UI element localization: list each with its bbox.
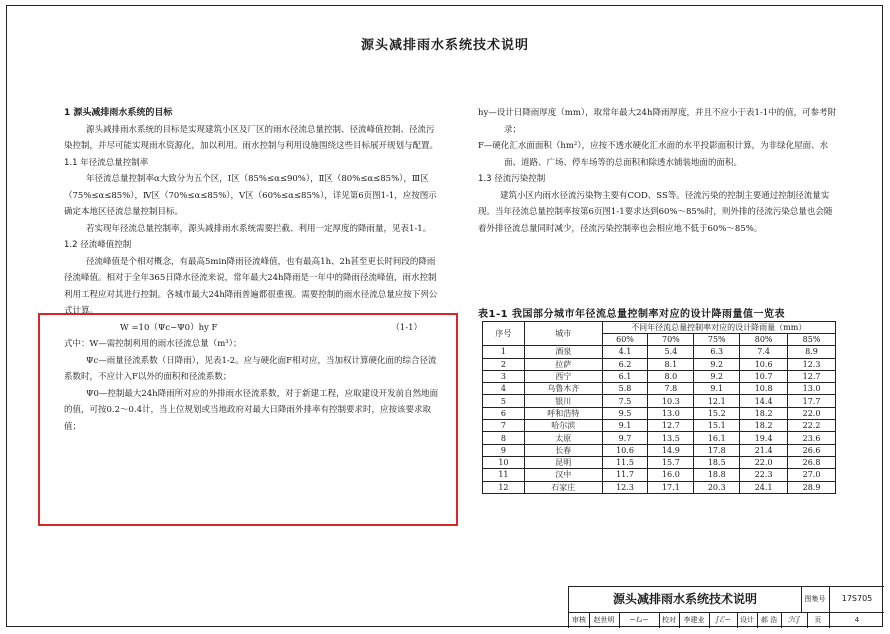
section-1-1-paragraph-2: 若实现年径流总量控制率，源头减排雨水系统需要拦截、利用一定厚度的降雨量，见表1-1。	[86, 223, 432, 234]
cell-value: 12.3	[788, 358, 836, 370]
cell-city: 拉萨	[524, 358, 602, 370]
cell-city: 西宁	[524, 370, 602, 382]
reviewer-name: 赵世明	[593, 616, 615, 624]
cell-value: 15.7	[648, 456, 694, 468]
page-number: 4	[854, 616, 860, 624]
cell-value: 8.9	[788, 346, 836, 358]
where-w: 式中：W—需控制利用的雨水径流总量（m³）；	[64, 339, 242, 349]
section-1-1-heading: 1.1 年径流总量控制率	[64, 157, 149, 168]
cell-value: 14.4	[740, 395, 788, 407]
cell-value: 13.0	[648, 407, 694, 419]
section-1-2-paragraph: 径流峰值是个相对概念，有最高5min降雨径流峰值，也有最高1h、2h甚至更长时间段的降雨径流峰值。相对于全年365日降水径流来说，常年最大24h降雨是一年中的降雨径流峰值，雨水控制利用工程应对其进行控制。各城市最大24h降雨普遍都很重视。需要控制的雨水径流总量应按下列公式计算。	[64, 256, 438, 316]
cell-value: 20.3	[694, 481, 740, 493]
cell-value: 6.3	[694, 346, 740, 358]
cell-value: 7.8	[648, 383, 694, 395]
table-row	[483, 432, 836, 444]
cell-value: 12.3	[602, 481, 648, 493]
section-1-1-paragraph-1: 年径流总量控制率α大致分为五个区，Ⅰ区（85%≤α≤90%），Ⅱ区（80%≤α≤85%），Ⅲ区（75%≤α≤85%），Ⅳ区（70%≤α≤85%），Ⅴ区（60%≤α≤85%），详见第6页图1-1，应按图示确定本地区径流总量控制目标。	[64, 174, 437, 217]
cell-value: 23.6	[788, 432, 836, 444]
page-label: 页	[814, 616, 822, 624]
highlight-box	[38, 313, 458, 526]
cell-value: 14.9	[648, 444, 694, 456]
cell-value: 9.2	[694, 358, 740, 370]
cell-value: 9.2	[694, 370, 740, 382]
cell-value: 9.1	[602, 420, 648, 432]
table-row	[483, 346, 836, 358]
table-row	[483, 444, 836, 456]
cell-no: 9	[483, 444, 525, 456]
section-1-3-heading: 1.3 径流污染控制	[478, 174, 546, 184]
table-row	[483, 469, 836, 481]
cell-value: 22.0	[740, 456, 788, 468]
cell-value: 13.0	[788, 383, 836, 395]
section-1-3-paragraph: 建筑小区内雨水径流污染物主要有COD、SS等。径流污染的控制主要通过控制径流量实现。当年径流总量控制率按第6页图1-1要求达到60%～85%时，则外排的径流污染总量也会随着外排径流总量同时减少，径流污染控制率也会相应地不低于60%～85%。	[478, 190, 833, 234]
formula-number: （1-1）	[391, 322, 422, 333]
atlas-number: 17S705	[841, 594, 873, 603]
cell-value: 9.1	[694, 383, 740, 395]
cell-value: 10.3	[648, 395, 694, 407]
cell-city: 酒泉	[524, 346, 602, 358]
cell-value: 8.0	[648, 370, 694, 382]
cell-value: 10.6	[602, 444, 648, 456]
cell-city: 长春	[524, 444, 602, 456]
cell-value: 12.7	[648, 420, 694, 432]
where-hy: hy—设计日降雨厚度（mm），取常年最大24h降雨厚度，并且不应小于表1-1中的值，可参考附录；	[478, 108, 837, 135]
checker-name: 李建业	[683, 616, 705, 624]
design-label: 设计	[740, 616, 754, 624]
table-body	[483, 346, 836, 494]
cell-no: 1	[483, 346, 525, 358]
right-column	[478, 105, 838, 237]
table-row	[483, 395, 836, 407]
cell-value: 22.0	[788, 407, 836, 419]
cell-city: 太原	[524, 432, 602, 444]
atlas-label: 图集号	[804, 595, 826, 603]
cell-value: 22.3	[740, 469, 788, 481]
section-1-2-heading: 1.2 径流峰值控制	[64, 240, 132, 250]
checker-signature: ∫ℰ~	[715, 615, 731, 624]
col-header-city: 城市	[524, 322, 602, 346]
cell-value: 6.1	[602, 370, 648, 382]
cell-value: 17.7	[788, 395, 836, 407]
cell-no: 3	[483, 370, 525, 382]
formula: W =10（Ψc−Ψ0）hy F	[120, 322, 218, 333]
cell-value: 21.4	[740, 444, 788, 456]
rainfall-table	[482, 321, 836, 494]
cell-city: 石家庄	[524, 481, 602, 493]
table-row	[483, 456, 836, 468]
designer-signature: ℋ∫	[787, 615, 801, 624]
table-row	[483, 383, 836, 395]
title-block-name: 源头减排雨水系统技术说明	[569, 587, 802, 613]
document-title: 源头减排雨水系统技术说明	[360, 38, 529, 53]
cell-value: 12.1	[694, 395, 740, 407]
cell-no: 7	[483, 420, 525, 432]
cell-value: 13.5	[648, 432, 694, 444]
cell-value: 5.4	[648, 346, 694, 358]
where-f: F—硬化汇水面面积（hm²），应按不透水硬化汇水面的水平投影面积计算，为非绿化屋面、水面、道路、广场、停车场等的总面积和除透水铺装地面的面积。	[478, 141, 829, 168]
cell-value: 16.0	[648, 469, 694, 481]
cell-no: 6	[483, 407, 525, 419]
cell-value: 18.5	[694, 456, 740, 468]
cell-no: 8	[483, 432, 525, 444]
cell-value: 12.7	[788, 370, 836, 382]
cell-value: 17.1	[648, 481, 694, 493]
cell-value: 16.1	[694, 432, 740, 444]
cell-city: 汉中	[524, 469, 602, 481]
cell-value: 28.9	[788, 481, 836, 493]
cell-no: 5	[483, 395, 525, 407]
cell-value: 26.8	[788, 456, 836, 468]
cell-value: 7.4	[740, 346, 788, 358]
table-title: 表1-1 我国部分城市年径流总量控制率对应的设计降雨量值一览表	[478, 309, 786, 320]
cell-value: 10.7	[740, 370, 788, 382]
table-row	[483, 370, 836, 382]
table-row	[483, 420, 836, 432]
cell-city: 昆明	[524, 456, 602, 468]
table-row	[483, 407, 836, 419]
cell-value: 24.1	[740, 481, 788, 493]
col-header-rate: 85%	[788, 334, 836, 346]
cell-city: 哈尔滨	[524, 420, 602, 432]
section-1-heading: 1 源头减排雨水系统的目标	[64, 108, 173, 118]
cell-no: 11	[483, 469, 525, 481]
reviewer-signature: ~ℓ𝓈~	[629, 615, 649, 624]
cell-city: 呼和浩特	[524, 407, 602, 419]
cell-value: 27.0	[788, 469, 836, 481]
cell-value: 10.8	[740, 383, 788, 395]
cell-value: 15.1	[694, 420, 740, 432]
col-header-rate: 80%	[740, 334, 788, 346]
review-label: 审核	[572, 616, 586, 624]
check-label: 校对	[662, 616, 676, 624]
col-header-group: 不同年径流总量控制率对应的设计降雨量（mm）	[602, 322, 835, 334]
section-1-paragraph: 源头减排雨水系统的目标是实现建筑小区及厂区的雨水径流总量控制、径流峰值控制、径流污染控制，并尽可能实现雨水资源化，加以利用。雨水控制与利用设施围绕这些目标展开规划与配置。	[64, 124, 439, 151]
cell-value: 22.2	[788, 420, 836, 432]
table-row	[483, 481, 836, 493]
col-header-rate: 75%	[694, 334, 740, 346]
cell-value: 26.6	[788, 444, 836, 456]
cell-value: 4.1	[602, 346, 648, 358]
cell-value: 11.7	[602, 469, 648, 481]
cell-value: 10.6	[740, 358, 788, 370]
cell-value: 19.4	[740, 432, 788, 444]
cell-value: 9.7	[602, 432, 648, 444]
cell-no: 12	[483, 481, 525, 493]
where-psi-0: Ψ0—控制最大24h降雨所对应的外排雨水径流系数，对于新建工程，应取建设开发前自然地面的值，可按0.2～0.4计，当上位规划或当地政府对最大日降雨外排率有控制要求时，应按该要求取值；	[64, 388, 439, 432]
cell-value: 15.2	[694, 407, 740, 419]
cell-value: 17.8	[694, 444, 740, 456]
cell-value: 6.2	[602, 358, 648, 370]
cell-value: 8.1	[648, 358, 694, 370]
table-row	[483, 358, 836, 370]
cell-value: 18.8	[694, 469, 740, 481]
cell-value: 9.5	[602, 407, 648, 419]
cell-city: 银川	[524, 395, 602, 407]
col-header-no: 序号	[483, 322, 525, 346]
cell-value: 18.2	[740, 420, 788, 432]
designer-name: 郝 浩	[760, 616, 778, 624]
cell-value: 18.2	[740, 407, 788, 419]
cell-no: 10	[483, 456, 525, 468]
cell-value: 5.8	[602, 383, 648, 395]
col-header-rate: 60%	[602, 334, 648, 346]
cell-no: 2	[483, 358, 525, 370]
cell-value: 11.5	[602, 456, 648, 468]
cell-city: 乌鲁木齐	[524, 383, 602, 395]
title-block	[568, 586, 884, 628]
where-psi-c: Ψc—雨量径流系数（日降雨），见表1-2。应与硬化面F相对应，当加权计算硬化面的综合径流系数时，不应计入F以外的面积和径流系数；	[64, 355, 437, 382]
cell-no: 4	[483, 383, 525, 395]
cell-value: 7.5	[602, 395, 648, 407]
col-header-rate: 70%	[648, 334, 694, 346]
